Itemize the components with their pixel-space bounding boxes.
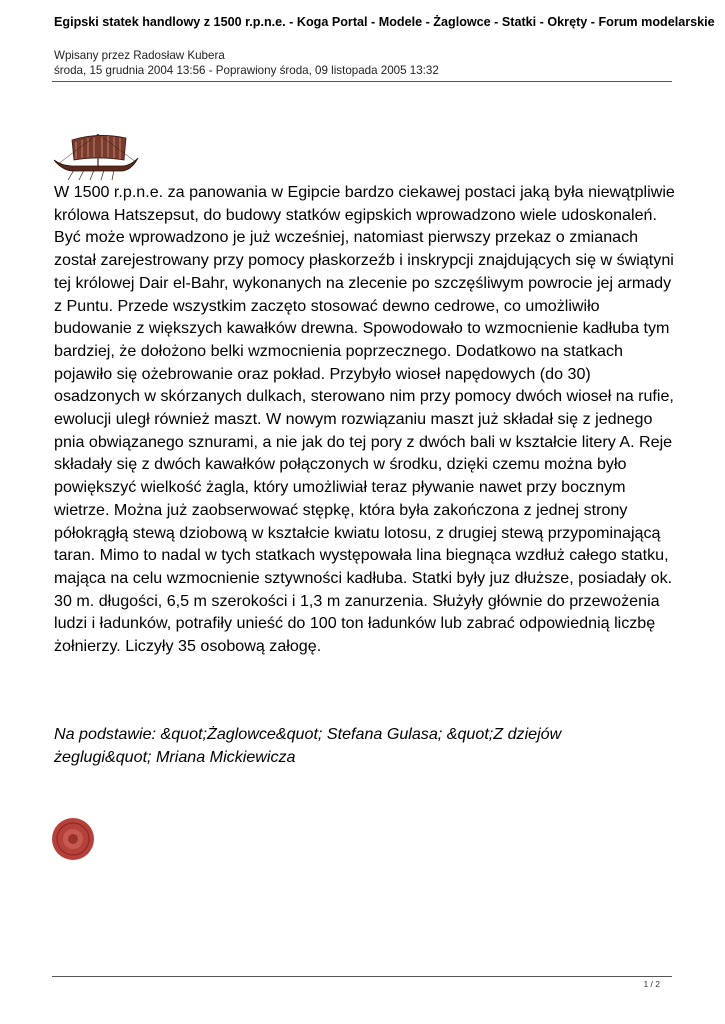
header-divider — [52, 81, 672, 82]
page-number: 1 / 2 — [643, 979, 660, 989]
article-meta — [54, 49, 439, 78]
date-line: środa, 15 grudnia 2004 13:56 - Poprawiony środa, 09 listopada 2005 13:32 — [54, 63, 439, 77]
author-line: Wpisany przez Radosław Kubera — [54, 49, 225, 62]
egyptian-ship-illustration — [52, 130, 140, 182]
source-note: Na podstawie: &quot;Żaglowce&quot; Stefana Gulasa; &quot;Z dziejów żeglugi&quot; Mriana Mickiewicza — [54, 725, 562, 766]
article-body: W 1500 r.p.n.e. za panowania w Egipcie bardzo ciekawej postaci jaką była niewątpliwie królowa Hatszepsut, do budowy statków egipskich wprowadzono wiele udoskonaleń. Być może wprowadzono je już wcześniej, natomiast pierwszy przekaz o zmianach został zarejestrowany przy pomocy płaskorzeźb i inskrypcji znajdujących się w świątyni tej królowej Dair el-Bahr, wykonanych na zlecenie po szczęśliwym powrocie jej armady z Puntu. Przede wszystkim zaczęto stosować dewno cedrowe, co umożliwiło budowanie z większych kawałków drewna. Spowodowało to wzmocnienie kadłuba tym bardziej, że dołożono belki wzmocnienia poprzecznego. Dodatkowo na statkach pojawiło się ożebrowanie oraz pokład. Przybyło wioseł napędowych (do 30) osadzonych w skórzanych dulkach, sterowano nim przy pomocy dwóch wioseł na rufie, ewolucji uległ również maszt. W nowym rozwiązaniu maszt już składał się z jednego pnia obwiązanego sznurami, a nie jak do tej pory z dwóch bali w kształcie litery A. Reje składały się z dwóch kawałków połączonych w środku, dzięki czemu można było powiększyć wielkość żagla, który umożliwiał teraz pływanie nawet przy bocznym wietrze. Można już zaobserwować stępkę, która była zakończona z jednej strony półokrągłą stewą dziobową w kształcie kwiatu lotosu, z drugiej stewą przypominającą taran. Mimo to nadal w tych statkach występowała lina biegnąca wzdłuż całego statku, mająca na celu wzmocnienie sztywności kadłuba. Statki były juz dłuższe, posiadały ok. 30 m. długości, 6,5 m szerokości i 1,3 m zanurzenia. Służyły głównie do przewożenia ludzi i ładunków, potrafiły unieść do 100 ton ładunków lub zabrać odpowiednią liczbę żołnierzy. Liczyły 35 osobową załogę. — [54, 183, 675, 656]
page-header-title: Egipski statek handlowy z 1500 r.p.n.e. - Koga Portal - Modele - Żaglowce - Statki - Okręty - Forum modelarskie — [54, 15, 715, 29]
footer-divider — [52, 976, 672, 977]
red-wax-seal — [51, 817, 95, 861]
